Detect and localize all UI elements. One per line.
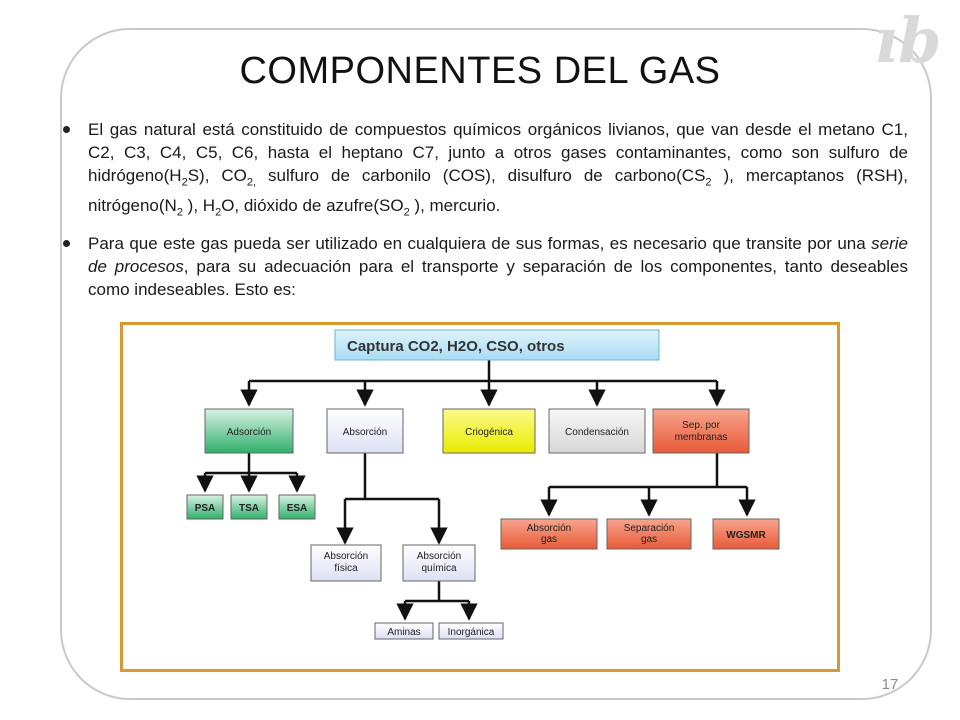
bullet-item-processes	[60, 232, 908, 301]
label-esa: ESA	[286, 503, 308, 514]
subscript: 2	[403, 206, 410, 219]
process-tree	[123, 325, 837, 669]
page-number: 17	[881, 676, 899, 693]
bullet-1-text: ), H	[182, 196, 216, 216]
label-absorcion-gas: Absorción gas	[526, 523, 572, 545]
label-adsorcion: Adsorción	[226, 427, 272, 438]
bullet-2-text: Para que este gas pueda ser utilizado en cualquiera de sus formas, es necesario que transite por una	[88, 233, 872, 253]
subscript: 2	[215, 206, 222, 219]
slide-title: COMPONENTES DEL GAS	[239, 50, 721, 92]
label-aminas: Aminas	[387, 627, 421, 638]
bullet-1-text: El gas natural está constituido de compuestos químicos orgánicos livianos, que van desde el metano C1, C2, C3, C4, C5, C6, hasta el heptano C7, junto a otros gases contaminantes, como son sulfuro de hidrógeno(H	[88, 120, 908, 185]
subscript: 2	[181, 176, 188, 189]
connectors	[205, 360, 747, 619]
label-condensacion: Condensación	[565, 427, 629, 438]
subscript: 2	[705, 176, 712, 189]
bullet-item-composition	[60, 118, 908, 225]
label-membranas: Sep. por membranas	[674, 420, 728, 443]
label-criogenica: Criogénica	[465, 427, 513, 438]
label-absorcion-quimica: Absorción química	[416, 551, 462, 574]
bullet-2-text: , para su adecuación para el transporte y separación de los componentes, tanto deseables como indeseables. Esto es:	[88, 256, 908, 299]
label-separacion-gas: Separación gas	[623, 523, 675, 545]
label-absorcion: Absorción	[342, 427, 388, 438]
label-tsa: TSA	[239, 503, 259, 514]
process-diagram	[120, 322, 840, 672]
subscript: 2,	[246, 176, 257, 189]
bullet-1-text: ), mercurio.	[409, 196, 501, 216]
label-psa: PSA	[194, 503, 216, 514]
node-membranas	[653, 409, 749, 453]
subscript: 2	[176, 206, 183, 219]
bullet-list	[60, 118, 908, 308]
bullet-1-text: O, dióxido de azufre(SO	[221, 196, 404, 216]
bullet-2-italic: serie de procesos	[88, 233, 908, 276]
bullet-1-text: S), CO	[187, 166, 247, 185]
label-absorcion-fisica: Absorción física	[323, 551, 369, 574]
root-label: Captura CO2, H2O, CSO, otros	[347, 338, 565, 355]
bullet-1-text: sulfuro de carbonilo (COS), disulfuro de carbono(CS	[256, 166, 706, 185]
label-wgsmr: WGSMR	[726, 530, 766, 541]
label-inorganica: Inorgánica	[447, 627, 495, 638]
svg-text:ıb: ıb	[874, 4, 942, 77]
bullet-1-text: ), mercaptanos (RSH), nitrógeno(N	[88, 166, 909, 216]
